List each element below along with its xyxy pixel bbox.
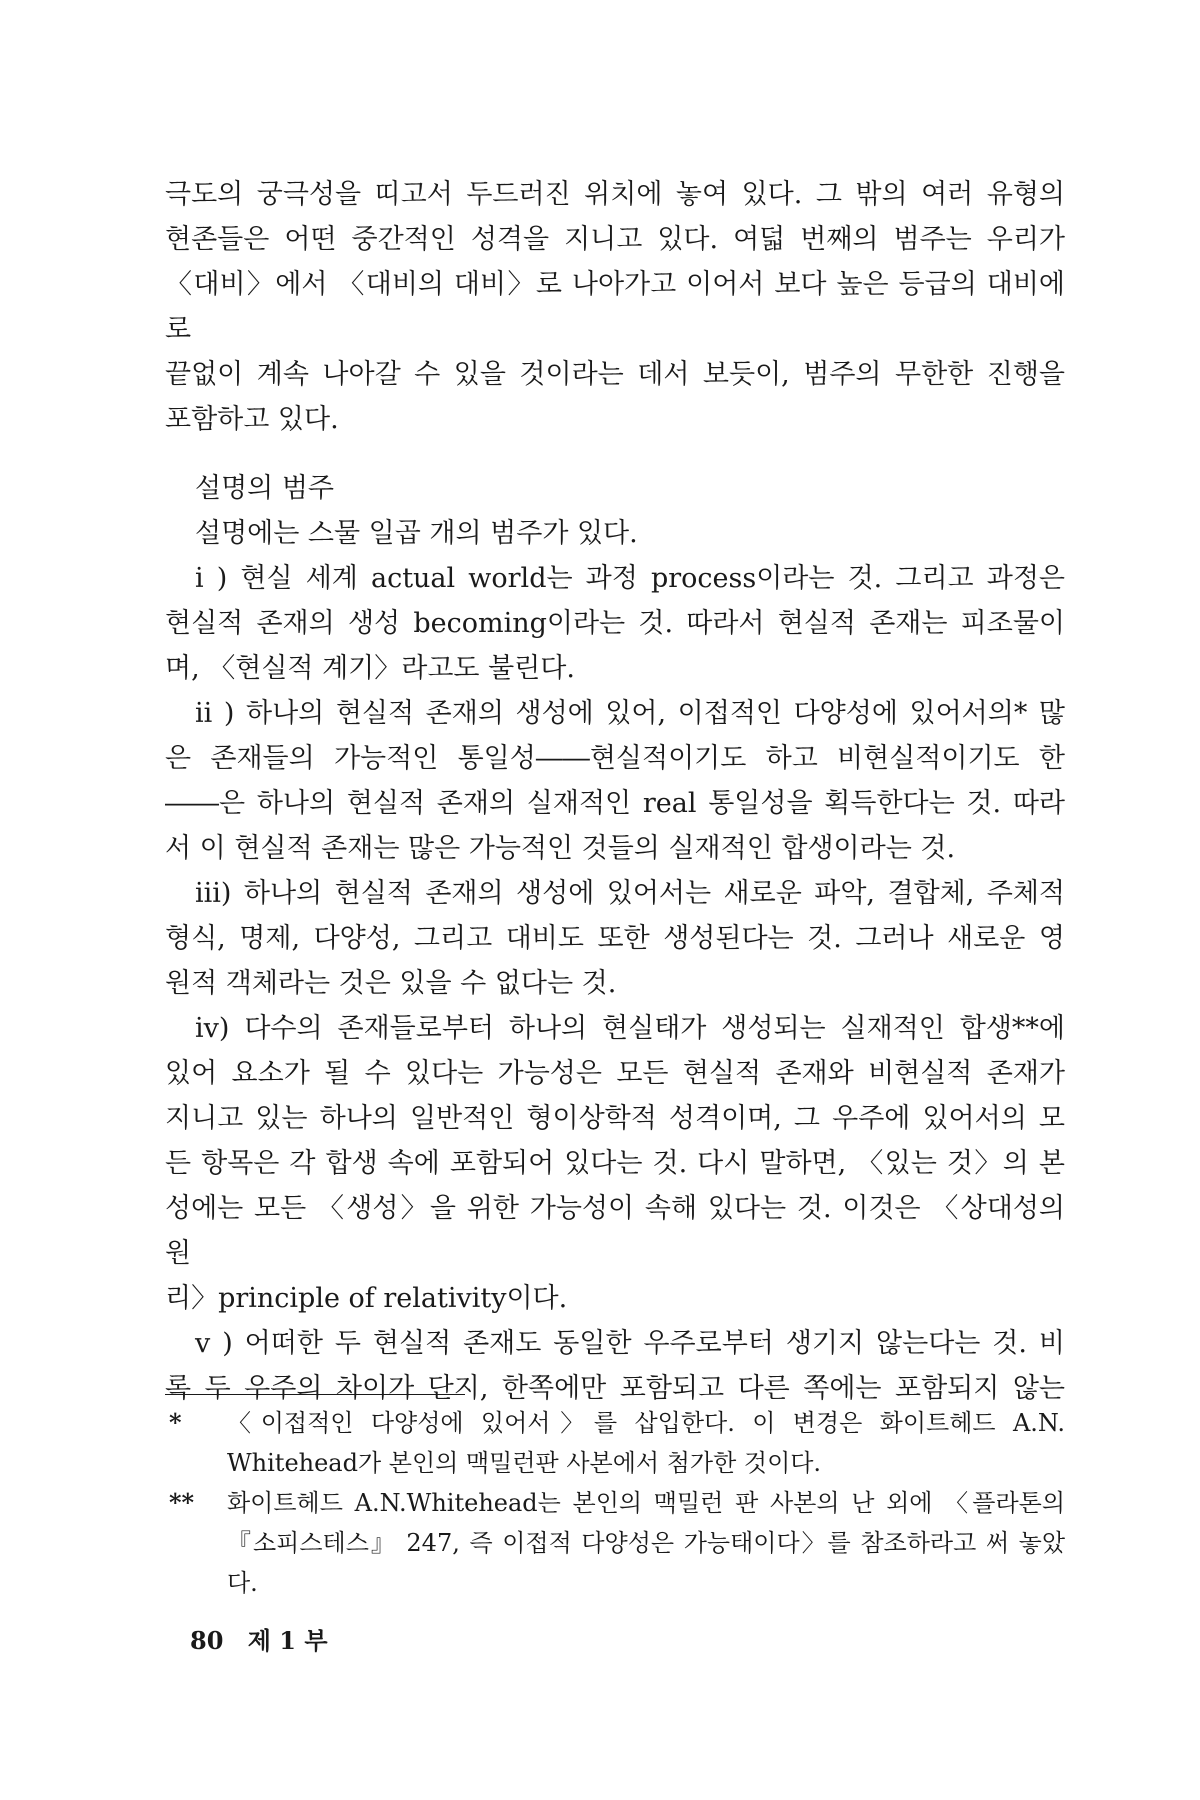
text-line: 포함하고 있다. xyxy=(165,404,339,435)
footnote xyxy=(165,1403,1065,1483)
item-iv-line: 지니고 있는 하나의 일반적인 형이상학적 성격이며, 그 우주에 있어서의 모 xyxy=(165,1103,1065,1134)
item-ii-line: ――은 하나의 현실적 존재의 실재적인 real 통일성을 획득한다는 것. 따라 xyxy=(165,788,1065,819)
section-heading: 설명의 범주 xyxy=(195,473,334,504)
text-line: 끝없이 계속 나아갈 수 있을 것이라는 데서 보듯이, 범주의 무한한 진행을 xyxy=(165,359,1065,390)
text-line: 〈대비〉에서 〈대비의 대비〉로 나아가고 이어서 보다 높은 등급의 대비에로 xyxy=(165,269,1065,345)
item-ii-line: 은 존재들의 가능적인 통일성――현실적이기도 하고 비현실적이기도 한 xyxy=(165,743,1065,774)
item-v-line: v ) 어떠한 두 현실적 존재도 동일한 우주로부터 생기지 않는다는 것. 비 xyxy=(195,1328,1065,1359)
item-iv-line: 성에는 모든 〈생성〉을 위한 가능성이 속해 있다는 것. 이것은 〈상대성의 원 xyxy=(165,1193,1065,1269)
item-iv-line: 있어 요소가 될 수 있다는 가능성은 모든 현실적 존재와 비현실적 존재가 xyxy=(165,1058,1065,1089)
item-iii-line: 형식, 명제, 다양성, 그리고 대비도 또한 생성된다는 것. 그러나 새로운 영 xyxy=(165,923,1065,954)
footnote-text: 〈이접적인 다양성에 있어서〉를 삽입한다. 이 변경은 화이트헤드 A.N. Whitehead가 본인의 맥밀런판 사본에서 첨가한 것이다. xyxy=(227,1409,1065,1477)
footnote-mark: ** xyxy=(169,1488,195,1517)
item-i-line: 현실적 존재의 생성 becoming이라는 것. 따라서 현실적 존재는 피조물이 xyxy=(165,608,1065,639)
item-iv-line: 리〉principle of relativity이다. xyxy=(165,1283,568,1314)
item-ii-line: ii ) 하나의 현실적 존재의 생성에 있어, 이접적인 다양성에 있어서의* 많 xyxy=(195,698,1065,729)
item-ii-line: 서 이 현실적 존재는 많은 가능적인 것들의 실재적인 합생이라는 것. xyxy=(165,833,956,864)
item-i-line: 며, 〈현실적 계기〉라고도 불린다. xyxy=(165,653,575,684)
item-iv-line: 든 항목은 각 합생 속에 포함되어 있다는 것. 다시 말하면, 〈있는 것〉의 본 xyxy=(165,1148,1065,1179)
item-iii-line: 원적 객체라는 것은 있을 수 없다는 것. xyxy=(165,968,617,999)
item-i-line: i ) 현실 세계 actual world는 과정 process이라는 것. 그리고 과정은 xyxy=(195,563,1065,594)
item-v-line: 록 두 우주의 차이가 단지, 한쪽에만 포함되고 다른 쪽에는 포함되지 않는 xyxy=(165,1373,1065,1404)
page-number: 80 xyxy=(190,1626,224,1655)
part-label: 제 1 부 xyxy=(247,1626,328,1655)
section-intro: 설명에는 스물 일곱 개의 범주가 있다. xyxy=(195,518,638,549)
text-line: 현존들은 어떤 중간적인 성격을 지니고 있다. 여덟 번째의 범주는 우리가 xyxy=(165,224,1065,255)
footnote-mark: * xyxy=(169,1408,182,1437)
footnote xyxy=(165,1483,1065,1603)
item-iii-line: iii) 하나의 현실적 존재의 생성에 있어서는 새로운 파악, 결합체, 주체적 xyxy=(195,878,1065,909)
page-footer xyxy=(190,1626,328,1656)
text-line: 극도의 궁극성을 띠고서 두드러진 위치에 놓여 있다. 그 밖의 여러 유형의 xyxy=(165,179,1065,210)
body-text xyxy=(165,172,1065,1411)
item-iv-line: iv) 다수의 존재들로부터 하나의 현실태가 생성되는 실재적인 합생**에 xyxy=(195,1013,1065,1044)
footnotes xyxy=(165,1403,1065,1603)
footnote-rule xyxy=(165,1394,465,1395)
footnote-text: 화이트헤드 A.N.Whitehead는 본인의 맥밀런 판 사본의 난 외에 〈플라톤의 『소피스테스』 247, 즉 이접적 다양성은 가능태이다〉를 참조하라고 써 놓았다. xyxy=(227,1489,1065,1597)
